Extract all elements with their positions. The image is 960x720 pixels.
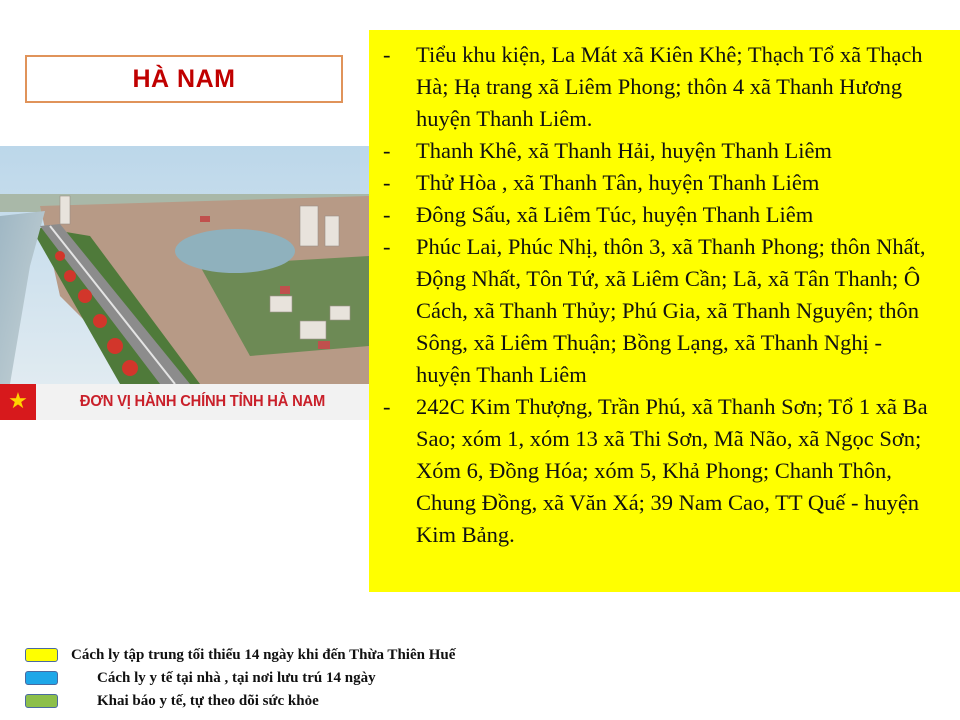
- list-bullet: -: [383, 138, 391, 163]
- legend-label: Cách ly tập trung tối thiểu 14 ngày khi đến Thừa Thiên Huế: [71, 647, 456, 663]
- location-list-panel: [369, 30, 960, 592]
- list-item: [383, 391, 942, 551]
- location-list: [383, 39, 942, 551]
- legend-swatch-yellow: [25, 648, 58, 662]
- list-bullet: -: [383, 234, 391, 259]
- list-item-text: 242C Kim Thượng, Trần Phú, xã Thanh Sơn; Tổ 1 xã Ba Sao; xóm 1, xóm 13 xã Thi Sơn, Mã Não, xã Ngọc Sơn; Xóm 6, Đồng Hóa; xóm 5, Khả Phong; Chanh Thôn, Chung Đồng, xã Văn Xá; 39 Nam Cao, TT Quế - huyện Kim Bảng.: [416, 394, 928, 547]
- title-box: [25, 55, 343, 103]
- star-icon: ★: [8, 389, 28, 414]
- banner-caption-strip: [0, 384, 369, 420]
- vietnam-flag-star-icon: [0, 384, 36, 420]
- list-item-text: Tiểu khu kiện, La Mát xã Kiên Khê; Thạch Tổ xã Thạch Hà; Hạ trang xã Liêm Phong; thôn 4 xã Thanh Hương huyện Thanh Liêm.: [416, 42, 923, 131]
- legend-row-quarantine-center: [25, 644, 645, 667]
- legend-swatch-blue: [25, 671, 58, 685]
- legend-row-health-declaration: [25, 690, 645, 713]
- legend-swatch-green: [25, 694, 58, 708]
- list-item-text: Đông Sấu, xã Liêm Túc, huyện Thanh Liêm: [416, 202, 814, 227]
- list-bullet: -: [383, 170, 391, 195]
- list-item: [383, 199, 942, 231]
- city-banner-image: [0, 146, 369, 420]
- legend: [25, 644, 645, 713]
- list-item-text: Phúc Lai, Phúc Nhị, thôn 3, xã Thanh Phong; thôn Nhất, Động Nhất, Tôn Tứ, xã Liêm Cần; Lã, xã Tân Thanh; Ô Cách, xã Thanh Thủy; Phú Gia, xã Thanh Nguyên; thôn Sông, xã Liêm Thuận; Bồng Lạng, xã Thanh Nghị - huyện Thanh Liêm: [416, 234, 926, 387]
- legend-label: Khai báo y tế, tự theo dõi sức khỏe: [97, 693, 319, 709]
- city-aerial-photo: [0, 146, 369, 420]
- legend-row-home-quarantine: [25, 667, 645, 690]
- banner-caption: ĐƠN VỊ HÀNH CHÍNH TỈNH HÀ NAM: [79, 393, 326, 410]
- list-bullet: -: [383, 394, 391, 419]
- list-item: [383, 135, 942, 167]
- list-bullet: -: [383, 42, 391, 67]
- legend-label: Cách ly y tế tại nhà , tại nơi lưu trú 14 ngày: [97, 670, 376, 686]
- list-bullet: -: [383, 202, 391, 227]
- list-item: [383, 167, 942, 199]
- list-item-text: Thanh Khê, xã Thanh Hải, huyện Thanh Liêm: [416, 138, 832, 163]
- list-item: [383, 39, 942, 135]
- page-title: HÀ NAM: [132, 64, 236, 93]
- list-item-text: Thử Hòa , xã Thanh Tân, huyện Thanh Liêm: [416, 170, 820, 195]
- list-item: [383, 231, 942, 391]
